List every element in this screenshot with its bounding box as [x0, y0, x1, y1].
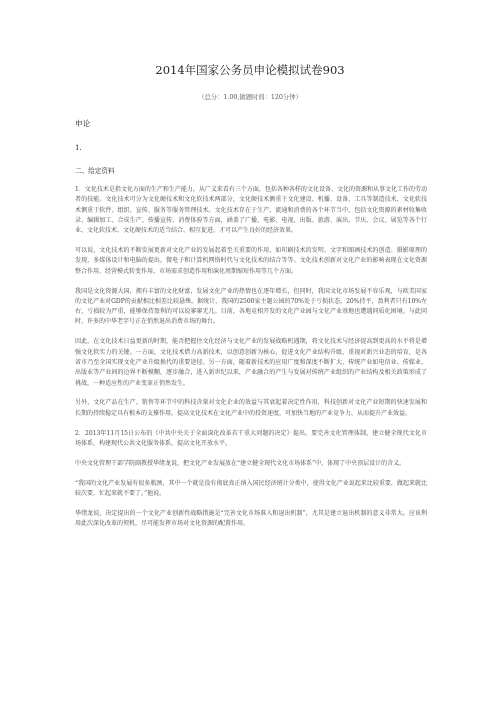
paragraph-1: 1．文化技术是指文化方面的生产和生产能力，从广义来看有三个方面，包括各种各样的文化设备、文化的资源和从事文化工作的劳动者的技能。文化技术可分为文化硬技术和文化软技术两部分，文化硬技术侧重于文化建设、机播、设备、工具等制造技术，文化软技术侧重于软件、组织、宣传、服务等服务管理技术。文化技术存在于生产、流通和消费的各个环节当中，包括文化资源的素材收集收录、编辑加工、合成生产、传播宣传、消费体验等方面，涵盖了广播、电影、电视、出版、旅游、演出、节庆、会议、展览等各个行业。文化软技术、文化硬技术的适当结合、相互促进，才可以产生良好的经济效果。 [75, 186, 427, 235]
materials-heading: 二、给定资料 [75, 167, 115, 175]
paragraph-5: 另外，文化产品在生产、销售等环节中的科技含量对文化企业的效益与其衰起着决定性作用，科技创新对文化产业短期的快速发展和长期的持续稳定具有根本的支撑作用。提高文化技术在文化产业中的投资速度，可加快当地的产业竞争力，从而提升产业效益。 [75, 399, 427, 417]
paragraph-2: 可以说，文化技术的不断发展更新对文化产业的发展起着至关重要的作用，如印刷技术的发明、文字和图画技术的创造、摄影原理的发现、多媒体设计和电脑的提出，微电子和计算机网络时代与文化技术的结合等等。文化技术创新对文化产业的影响表现在文化资源整合作用、经营模式转变作用、市场需求创造作用和演化周期缩短作用等几个方面。 [75, 247, 427, 275]
paragraph-7: 中央文化管理干部学院副教授华绪龙说，把文化产业发展放在“建立健全现代文化市场体系”中，体现了中央顶层设计的含义。 [75, 459, 406, 467]
paragraph-6: 2．2013年11月15日公布的《中共中央关于全面深化改革若干重大问题的决定》提出，要完善文化管理体制，建立健全现代文化市场体系，构建现代公共文化服务体系，提高文化开放水平。 [75, 429, 427, 447]
question-number: 1. [75, 144, 82, 152]
paragraph-3: 我国是文化资源大国，拥有丰富的文化财富，发展文化产业的热情也在逐年增长，但同时，我国文化市场发展不容乐观，与欧美国家的文化产业对GDP的贡献相比相差比较悬殊。据统计，我国的2500家主题公园的70%处于亏损状态，20%持平，盈利者只有10%左右，亏损较为严重，能够保持盈利的可以说寥寥无几。目前，各地竞相开发的文化产业园与文化产业基地也遭遇同质化困境。与此同时，许多的中华老字号正在悄然退出消费市场的舞台。 [75, 287, 427, 326]
materials-body [75, 185, 427, 539]
paragraph-9: 华绪龙说，决定提出的一个文化产业创新性战略措施是“完善文化市场准入和退出机制”，尤其是建立退出机制的意义非常大。应该利用此次深化改革的契机，尽可能发挥市场对文化资源的配置作用。 [75, 509, 427, 528]
exam-meta: （总分：1.00,做题时间：120分钟） [198, 94, 302, 101]
section-heading: 申论 [75, 119, 91, 128]
paragraph-4: 因此，在文化技术日益更新的时期，能否把握住文化经济与文化产业的发展战略机遇期，将文化技术与经济提高到更高的水平将是增强文化软实力的关键。一方面，文化技术借力高新技术，以创意创新为核心，促进文化产业结构升级，重视对新兴业态的培育，是各省市乃至全国实现文化产业升级换代的重要途径。另一方面，随着新技术的应用广度和深度不断扩大，传统产业如电信业、传媒业、出版业等产业间的边界不断模糊，逐步融合，进入新世纪以来，产业融合的产生与发展对传统产业组织的产业结构及相关政策形成了挑战，一种适应性的产业变革正悄然发生。 [75, 338, 427, 387]
paragraph-8: “我国的文化产业发展有很多瓶颈，其中一个就是没有彻底真正纳入国民经济统计分类中，使得文化产业说起来比较重要，做起来就比较次要，忙起来就不要了。”他说。 [75, 479, 427, 497]
page-title: 2014年国家公务员申论模拟试卷903 [155, 63, 345, 77]
